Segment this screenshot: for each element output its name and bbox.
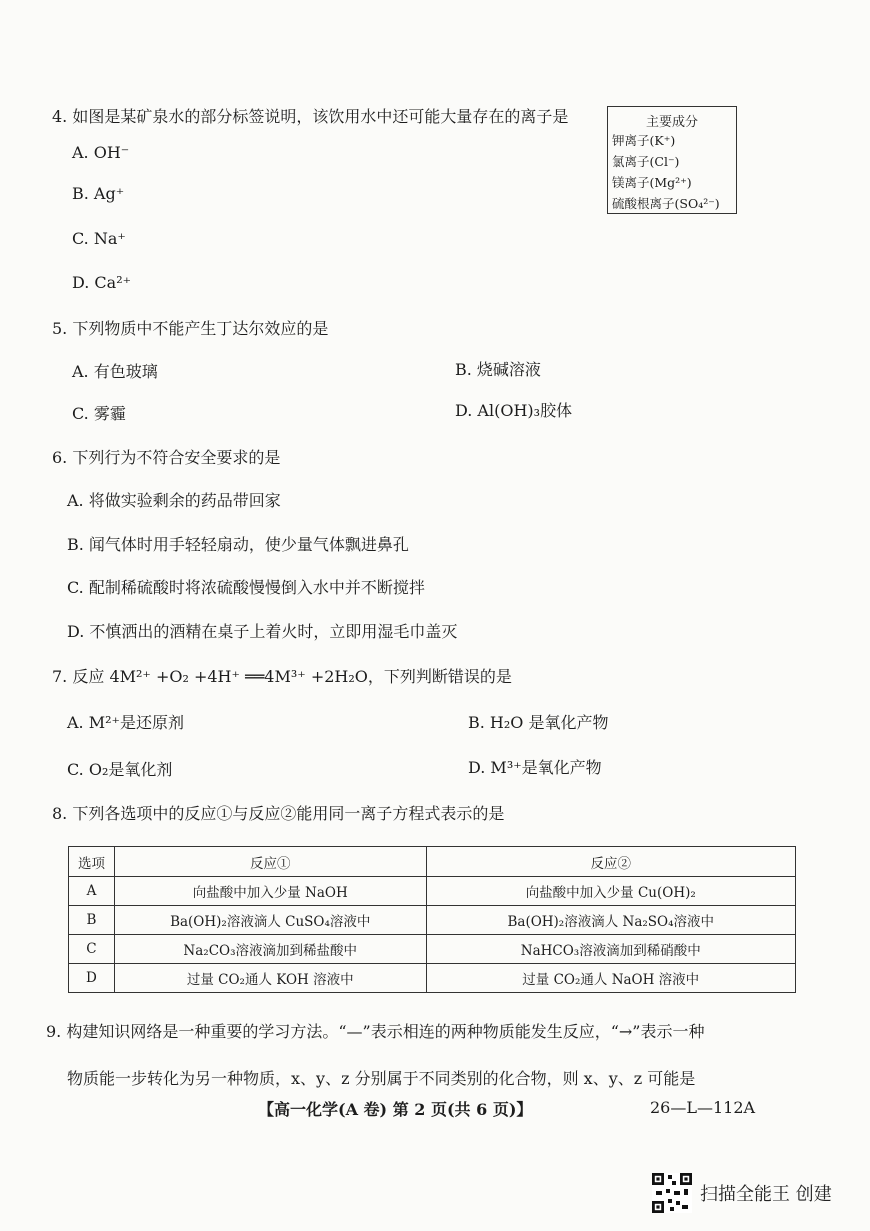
q6-option-d: D. 不慎洒出的酒精在桌子上着火时，立即用湿毛巾盖灭 (67, 622, 458, 641)
page-footer-title: 【高一化学(A 卷) 第 2 页(共 6 页)】 (258, 1100, 533, 1119)
label-title: 主要成分 (645, 115, 698, 130)
label-row-cl: 氯离子(Cl⁻) (612, 154, 680, 169)
qr-code-icon (652, 1173, 692, 1213)
q5-option-d: D. Al(OH)₃胶体 (455, 401, 573, 420)
q8-stem: 8. 下列各选项中的反应①与反应②能用同一离子方程式表示的是 (52, 804, 505, 823)
reaction-table (68, 846, 796, 993)
q7-option-a: A. M²⁺是还原剂 (67, 713, 184, 732)
q4-option-d: D. Ca²⁺ (72, 273, 132, 292)
row-option: B (69, 906, 115, 935)
paper-code: 26—L—112A (650, 1098, 756, 1117)
label-row-k: 钾离子(K⁺) (612, 133, 676, 148)
row-reaction-1: Na₂CO₃溶液滴加到稀盐酸中 (114, 935, 426, 964)
q6-option-b: B. 闻气体时用手轻轻扇动，使少量气体飘进鼻孔 (67, 535, 409, 554)
table-row (69, 906, 796, 935)
q4-option-c: C. Na⁺ (72, 229, 126, 248)
table-header-row (69, 847, 796, 877)
watermark-text: 扫描全能王 创建 (700, 1184, 832, 1205)
q4-stem: 4. 如图是某矿泉水的部分标签说明，该饮用水中还可能大量存在的离子是 (52, 107, 569, 126)
row-reaction-1: 过量 CO₂通人 KOH 溶液中 (114, 964, 426, 993)
q6-option-c: C. 配制稀硫酸时将浓硫酸慢慢倒入水中并不断搅拌 (67, 578, 425, 597)
q6-option-a: A. 将做实验剩余的药品带回家 (67, 491, 281, 510)
mineral-water-label (607, 106, 737, 214)
header-reaction-1: 反应① (114, 847, 426, 877)
table-row (69, 964, 796, 993)
row-reaction-1: 向盐酸中加入少量 NaOH (114, 877, 426, 906)
label-row-so4: 硫酸根离子(SO₄²⁻) (612, 196, 720, 211)
scanner-watermark (652, 1173, 832, 1213)
row-reaction-1: Ba(OH)₂溶液滴人 CuSO₄溶液中 (114, 906, 426, 935)
row-reaction-2: 向盐酸中加入少量 Cu(OH)₂ (426, 877, 796, 906)
q5-option-c: C. 雾霾 (72, 404, 126, 423)
row-reaction-2: NaHCO₃溶液滴加到稀硝酸中 (426, 935, 796, 964)
header-option: 选项 (69, 847, 115, 877)
q9-line-2: 物质能一步转化为另一种物质，x、y、z 分别属于不同类别的化合物，则 x、y、z 可能是 (67, 1069, 696, 1088)
header-reaction-2: 反应② (426, 847, 796, 877)
row-option: A (69, 877, 115, 906)
q7-option-c: C. O₂是氧化剂 (67, 760, 173, 779)
q5-stem: 5. 下列物质中不能产生丁达尔效应的是 (52, 319, 329, 338)
row-reaction-2: 过量 CO₂通人 NaOH 溶液中 (426, 964, 796, 993)
row-option: D (69, 964, 115, 993)
q7-stem: 7. 反应 4M²⁺ +O₂ +4H⁺ ══4M³⁺ +2H₂O，下列判断错误的是 (52, 667, 512, 686)
q7-option-b: B. H₂O 是氧化产物 (468, 713, 609, 732)
q9-line-1: 9. 构建知识网络是一种重要的学习方法。“—”表示相连的两种物质能发生反应，“→”表示一种 (46, 1022, 705, 1041)
row-reaction-2: Ba(OH)₂溶液滴人 Na₂SO₄溶液中 (426, 906, 796, 935)
q5-option-a: A. 有色玻璃 (72, 362, 158, 381)
q4-option-a: A. OH⁻ (72, 143, 130, 162)
label-row-mg: 镁离子(Mg²⁺) (612, 175, 692, 190)
q5-option-b: B. 烧碱溶液 (455, 360, 541, 379)
table-row (69, 935, 796, 964)
q6-stem: 6. 下列行为不符合安全要求的是 (52, 448, 281, 467)
row-option: C (69, 935, 115, 964)
q7-option-d: D. M³⁺是氧化产物 (468, 758, 602, 777)
q4-option-b: B. Ag⁺ (72, 184, 125, 203)
table-row (69, 877, 796, 906)
